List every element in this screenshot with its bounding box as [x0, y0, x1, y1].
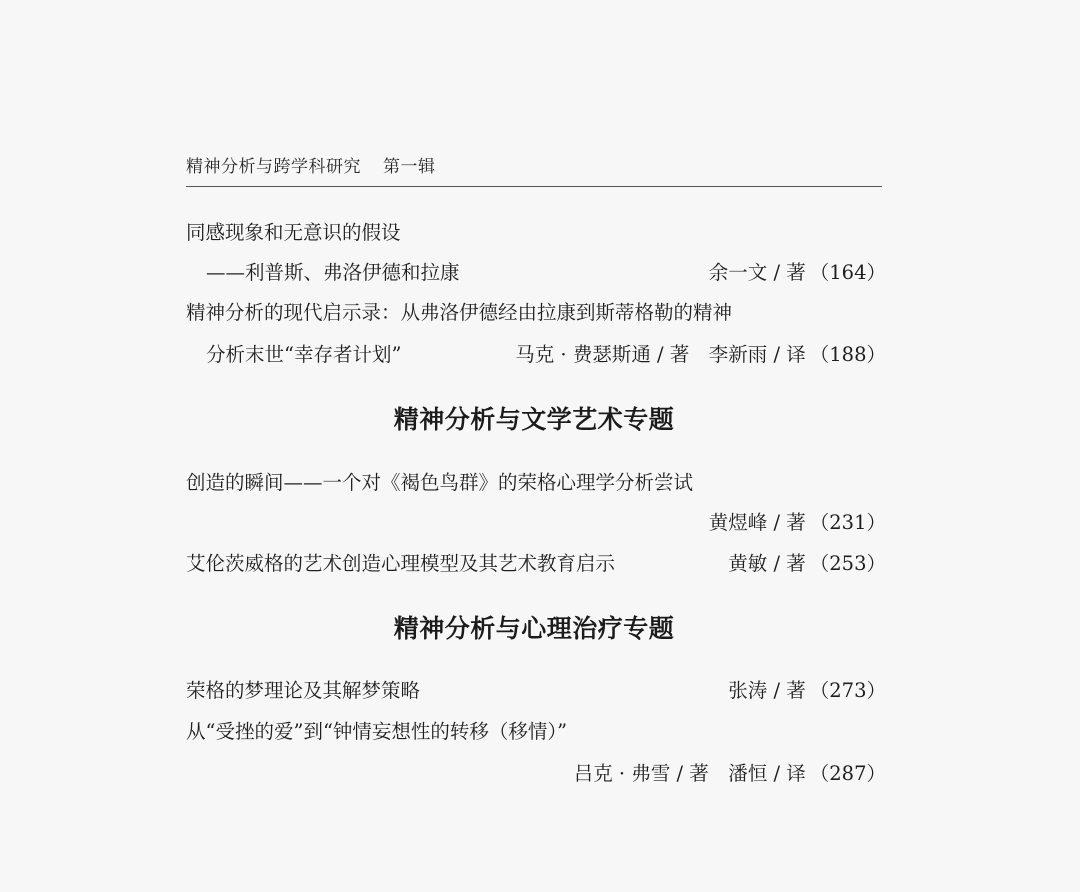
entry-title-text: 荣格的梦理论及其解梦策略	[186, 679, 421, 702]
entry-title-text: 艾伦茨威格的艺术创造心理模型及其艺术教育启示	[186, 552, 616, 575]
entry-page-number: （164）	[809, 261, 886, 284]
toc-entry-title	[186, 717, 886, 747]
entry-page-number: （188）	[809, 343, 886, 366]
toc-entry-line	[186, 549, 886, 579]
toc-entry-title	[186, 298, 886, 328]
entry-credit: 吕克 · 弗雪 / 著 潘恒 / 译	[573, 762, 806, 785]
dot-leader	[404, 340, 512, 370]
dot-leader	[618, 549, 725, 579]
entry-title-text: 从“受挫的爱”到“钟情妄想性的转移（移情）”	[186, 720, 568, 743]
header-divider	[186, 186, 882, 187]
entry-credit: 黄煜峰 / 著	[708, 511, 806, 534]
toc-entry-line	[186, 676, 886, 706]
toc-entry-line	[206, 258, 886, 288]
dot-leader	[206, 759, 571, 789]
dot-leader	[206, 508, 706, 538]
entry-title-text: 精神分析的现代启示录：从弗洛伊德经由拉康到斯蒂格勒的精神	[186, 301, 733, 324]
dot-leader	[423, 676, 725, 706]
series-title: 精神分析与跨学科研究	[186, 157, 361, 177]
entry-page-number: （273）	[809, 679, 886, 702]
entry-credit: 马克 · 费瑟斯通 / 著 李新雨 / 译	[515, 343, 806, 366]
entry-page-number: （231）	[809, 511, 886, 534]
toc-entry-line	[206, 340, 886, 370]
entry-subtitle-text: 分析末世“幸存者计划”	[206, 343, 402, 366]
entry-page-number: （287）	[809, 762, 886, 785]
entry-page-number: （253）	[809, 552, 886, 575]
running-header	[186, 152, 436, 177]
entry-title-text: 同感现象和无意识的假设	[186, 221, 401, 244]
toc-entry-line	[206, 508, 886, 538]
entry-credit: 张涛 / 著	[728, 679, 806, 702]
toc-entry-line	[206, 759, 886, 789]
entry-credit: 余一文 / 著	[708, 261, 806, 284]
section-heading: 精神分析与文学艺术专题	[393, 405, 675, 434]
entry-subtitle-text: ——利普斯、弗洛伊德和拉康	[206, 261, 460, 284]
section-heading: 精神分析与心理治疗专题	[393, 614, 675, 643]
dot-leader	[463, 258, 706, 288]
toc-entry-title	[186, 468, 886, 498]
entry-title-text: 创造的瞬间——一个对《褐色鸟群》的荣格心理学分析尝试	[186, 471, 694, 494]
entry-credit: 黄敏 / 著	[728, 552, 806, 575]
volume-label: 第一辑	[383, 157, 436, 177]
toc-entry-title	[186, 218, 886, 248]
